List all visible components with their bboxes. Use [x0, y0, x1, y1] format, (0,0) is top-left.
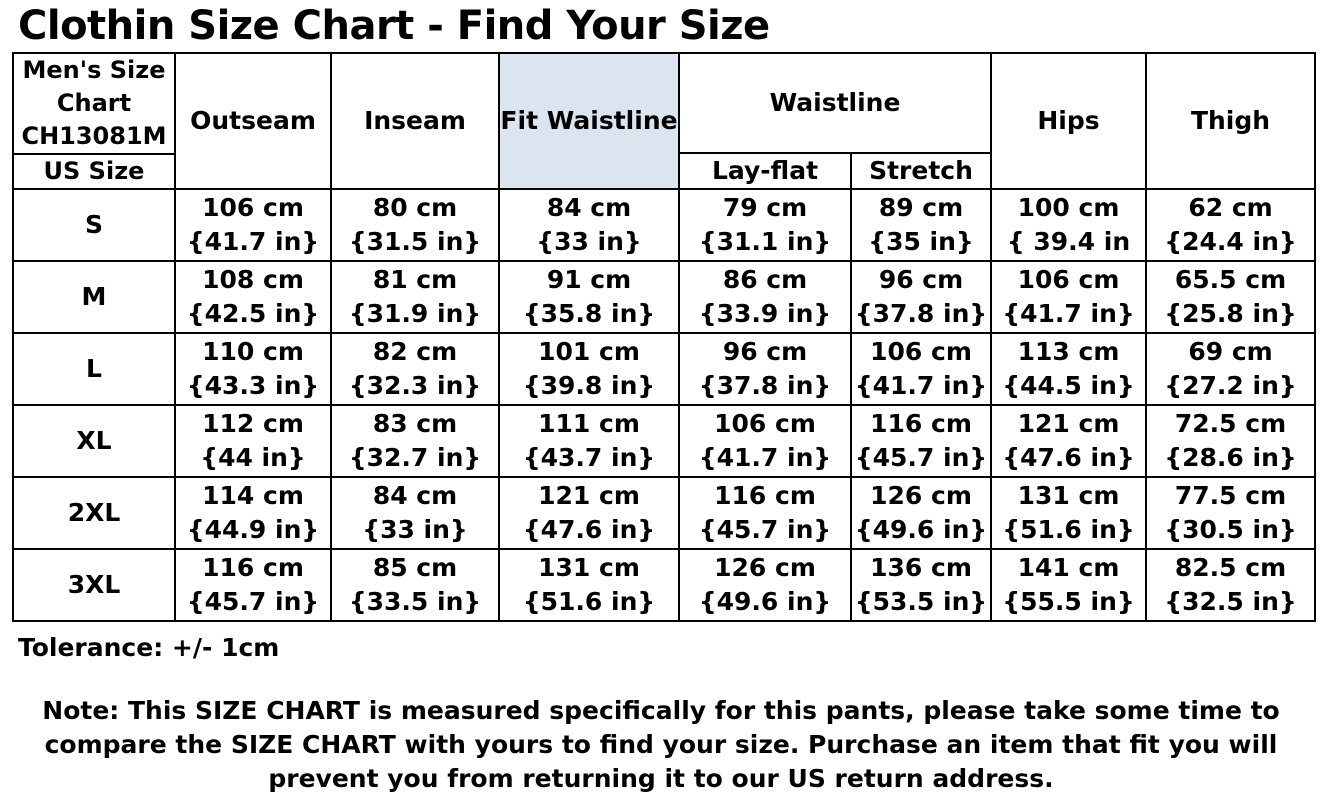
size-chart-table — [12, 52, 1316, 622]
stretch-cell — [851, 333, 991, 405]
measurement-value: 91 cm — [546, 265, 632, 294]
measurement-value: 83 cm — [372, 409, 458, 438]
measurement-value: 84 cm — [372, 481, 458, 510]
note-line-2: compare the SIZE CHART with yours to find your size. Purchase an item that fit you will — [44, 730, 1278, 759]
measurement-value: 116 cm — [870, 409, 972, 438]
fit-waistline-cell — [499, 261, 679, 333]
measurement-value: 121 cm — [1017, 409, 1120, 438]
outseam-cell — [175, 189, 331, 261]
measurement-value: {41.7 in} — [854, 371, 988, 400]
measurement-value: {43.7 in} — [522, 443, 656, 472]
measurement-value: 131 cm — [538, 553, 640, 582]
fit-waistline-header: Fit Waistline — [499, 53, 679, 189]
measurement-value: {49.6 in} — [854, 515, 988, 544]
tolerance-text: Tolerance: +/- 1cm — [18, 633, 280, 662]
outseam-cell — [175, 333, 331, 405]
measurement-value: 113 cm — [1017, 337, 1120, 366]
measurement-value: {30.5 in} — [1164, 515, 1297, 544]
measurement-value: { 39.4 in — [1006, 227, 1131, 256]
measurement-value: 112 cm — [202, 409, 304, 438]
stretch-cell — [851, 549, 991, 621]
outseam-cell — [175, 261, 331, 333]
size-note — [40, 694, 1282, 796]
model-header-cell — [13, 53, 175, 189]
inseam-cell — [331, 261, 499, 333]
size-cell: XL — [13, 405, 175, 477]
measurement-value: 126 cm — [870, 481, 972, 510]
measurement-value: {33.9 in} — [698, 299, 832, 328]
measurement-value: 86 cm — [722, 265, 808, 294]
table-row — [13, 333, 1315, 405]
stretch-cell — [851, 189, 991, 261]
measurement-value: 106 cm — [202, 193, 304, 222]
measurement-value: 106 cm — [1017, 265, 1120, 294]
measurement-value: {37.8 in} — [854, 299, 988, 328]
measurement-value: {25.8 in} — [1164, 299, 1297, 328]
header-row — [13, 53, 1315, 153]
measurement-value: {37.8 in} — [698, 371, 832, 400]
measurement-value: 131 cm — [1017, 481, 1120, 510]
measurement-value: {31.9 in} — [348, 299, 482, 328]
table-row — [13, 477, 1315, 549]
inseam-header: Inseam — [331, 53, 499, 189]
note-line-3: prevent you from returning it to our US return address. — [268, 764, 1054, 793]
measurement-value: 101 cm — [538, 337, 640, 366]
measurement-value: 114 cm — [202, 481, 304, 510]
size-cell: M — [13, 261, 175, 333]
measurement-value: {44 in} — [200, 443, 306, 472]
fit-waistline-cell — [499, 477, 679, 549]
measurement-value: 72.5 cm — [1174, 409, 1287, 438]
inseam-cell — [331, 333, 499, 405]
measurement-value: {32.3 in} — [348, 371, 482, 400]
fit-waistline-cell — [499, 549, 679, 621]
thigh-cell — [1146, 405, 1315, 477]
fit-waistline-cell — [499, 189, 679, 261]
measurement-value: {39.8 in} — [522, 371, 656, 400]
table-row — [13, 261, 1315, 333]
lay-flat-cell — [679, 477, 851, 549]
measurement-value: 96 cm — [878, 265, 964, 294]
measurement-value: 79 cm — [722, 193, 808, 222]
measurement-value: 111 cm — [538, 409, 640, 438]
hips-cell — [991, 405, 1146, 477]
measurement-value: 106 cm — [870, 337, 972, 366]
measurement-value: 80 cm — [372, 193, 458, 222]
lay-flat-cell — [679, 189, 851, 261]
hips-header: Hips — [991, 53, 1146, 189]
measurement-value: 77.5 cm — [1174, 481, 1287, 510]
table-row — [13, 189, 1315, 261]
measurement-value: {44.5 in} — [1002, 371, 1135, 400]
measurement-value: {42.5 in} — [186, 299, 320, 328]
hips-cell — [991, 333, 1146, 405]
inseam-cell — [331, 405, 499, 477]
size-cell: 2XL — [13, 477, 175, 549]
page-title: Clothin Size Chart - Find Your Size — [18, 3, 770, 49]
table-row — [13, 549, 1315, 621]
measurement-value: 100 cm — [1017, 193, 1120, 222]
stretch-cell — [851, 261, 991, 333]
measurement-value: {41.7 in} — [186, 227, 320, 256]
inseam-cell — [331, 549, 499, 621]
measurement-value: {51.6 in} — [522, 587, 656, 616]
measurement-value: 82.5 cm — [1174, 553, 1287, 582]
thigh-cell — [1146, 333, 1315, 405]
lay-flat-cell — [679, 549, 851, 621]
hips-cell — [991, 477, 1146, 549]
measurement-value: {28.6 in} — [1164, 443, 1297, 472]
outseam-cell — [175, 549, 331, 621]
hips-cell — [991, 189, 1146, 261]
lay-flat-cell — [679, 333, 851, 405]
us-size-label: US Size — [14, 153, 174, 188]
hips-cell — [991, 261, 1146, 333]
measurement-value: 82 cm — [372, 337, 458, 366]
measurement-value: {44.9 in} — [186, 515, 320, 544]
measurement-value: 81 cm — [372, 265, 458, 294]
thigh-cell — [1146, 189, 1315, 261]
note-line-1: Note: This SIZE CHART is measured specifically for this pants, please take some time to — [42, 696, 1280, 725]
measurement-value: {45.7 in} — [698, 515, 832, 544]
outseam-header: Outseam — [175, 53, 331, 189]
lay-flat-header: Lay-flat — [679, 153, 851, 189]
model-label-line3: CH13081M — [21, 122, 167, 150]
measurement-value: 96 cm — [722, 337, 808, 366]
measurement-value: 126 cm — [714, 553, 816, 582]
thigh-cell — [1146, 477, 1315, 549]
measurement-value: 116 cm — [714, 481, 816, 510]
inseam-cell — [331, 477, 499, 549]
measurement-value: 121 cm — [538, 481, 640, 510]
measurement-value: 62 cm — [1188, 193, 1273, 222]
thigh-cell — [1146, 549, 1315, 621]
measurement-value: {33 in} — [362, 515, 468, 544]
size-cell: S — [13, 189, 175, 261]
measurement-value: {47.6 in} — [522, 515, 656, 544]
measurement-value: 108 cm — [202, 265, 304, 294]
fit-waistline-cell — [499, 405, 679, 477]
measurement-value: {31.1 in} — [698, 227, 832, 256]
measurement-value: {41.7 in} — [1002, 299, 1135, 328]
measurement-value: {24.4 in} — [1164, 227, 1297, 256]
inseam-cell — [331, 189, 499, 261]
stretch-cell — [851, 477, 991, 549]
outseam-cell — [175, 477, 331, 549]
measurement-value: {35.8 in} — [522, 299, 656, 328]
measurement-value: {27.2 in} — [1164, 371, 1297, 400]
thigh-header: Thigh — [1146, 53, 1315, 189]
measurement-value: 110 cm — [202, 337, 304, 366]
measurement-value: {35 in} — [868, 227, 974, 256]
stretch-header: Stretch — [851, 153, 991, 189]
measurement-value: {32.7 in} — [348, 443, 482, 472]
stretch-cell — [851, 405, 991, 477]
measurement-value: {31.5 in} — [348, 227, 482, 256]
waistline-header: Waistline — [679, 53, 991, 153]
measurement-value: 65.5 cm — [1174, 265, 1287, 294]
lay-flat-cell — [679, 405, 851, 477]
size-cell: 3XL — [13, 549, 175, 621]
measurement-value: {32.5 in} — [1164, 587, 1297, 616]
measurement-value: {41.7 in} — [698, 443, 832, 472]
thigh-cell — [1146, 261, 1315, 333]
model-label-line1: Men's Size — [22, 56, 166, 84]
size-cell: L — [13, 333, 175, 405]
outseam-cell — [175, 405, 331, 477]
measurement-value: 116 cm — [202, 553, 304, 582]
measurement-value: {53.5 in} — [854, 587, 988, 616]
model-label-line2: Chart — [56, 89, 132, 117]
measurement-value: {49.6 in} — [698, 587, 832, 616]
measurement-value: {45.7 in} — [854, 443, 988, 472]
measurement-value: {51.6 in} — [1002, 515, 1135, 544]
measurement-value: 89 cm — [878, 193, 964, 222]
measurement-value: 69 cm — [1188, 337, 1273, 366]
measurement-value: 84 cm — [546, 193, 632, 222]
measurement-value: {45.7 in} — [186, 587, 320, 616]
measurement-value: {43.3 in} — [186, 371, 320, 400]
measurement-value: 136 cm — [870, 553, 972, 582]
table-row — [13, 405, 1315, 477]
measurement-value: 85 cm — [372, 553, 458, 582]
measurement-value: {47.6 in} — [1002, 443, 1135, 472]
measurement-value: {33.5 in} — [348, 587, 482, 616]
lay-flat-cell — [679, 261, 851, 333]
measurement-value: {33 in} — [536, 227, 642, 256]
hips-cell — [991, 549, 1146, 621]
measurement-value: {55.5 in} — [1002, 587, 1135, 616]
fit-waistline-cell — [499, 333, 679, 405]
measurement-value: 141 cm — [1017, 553, 1120, 582]
measurement-value: 106 cm — [714, 409, 816, 438]
